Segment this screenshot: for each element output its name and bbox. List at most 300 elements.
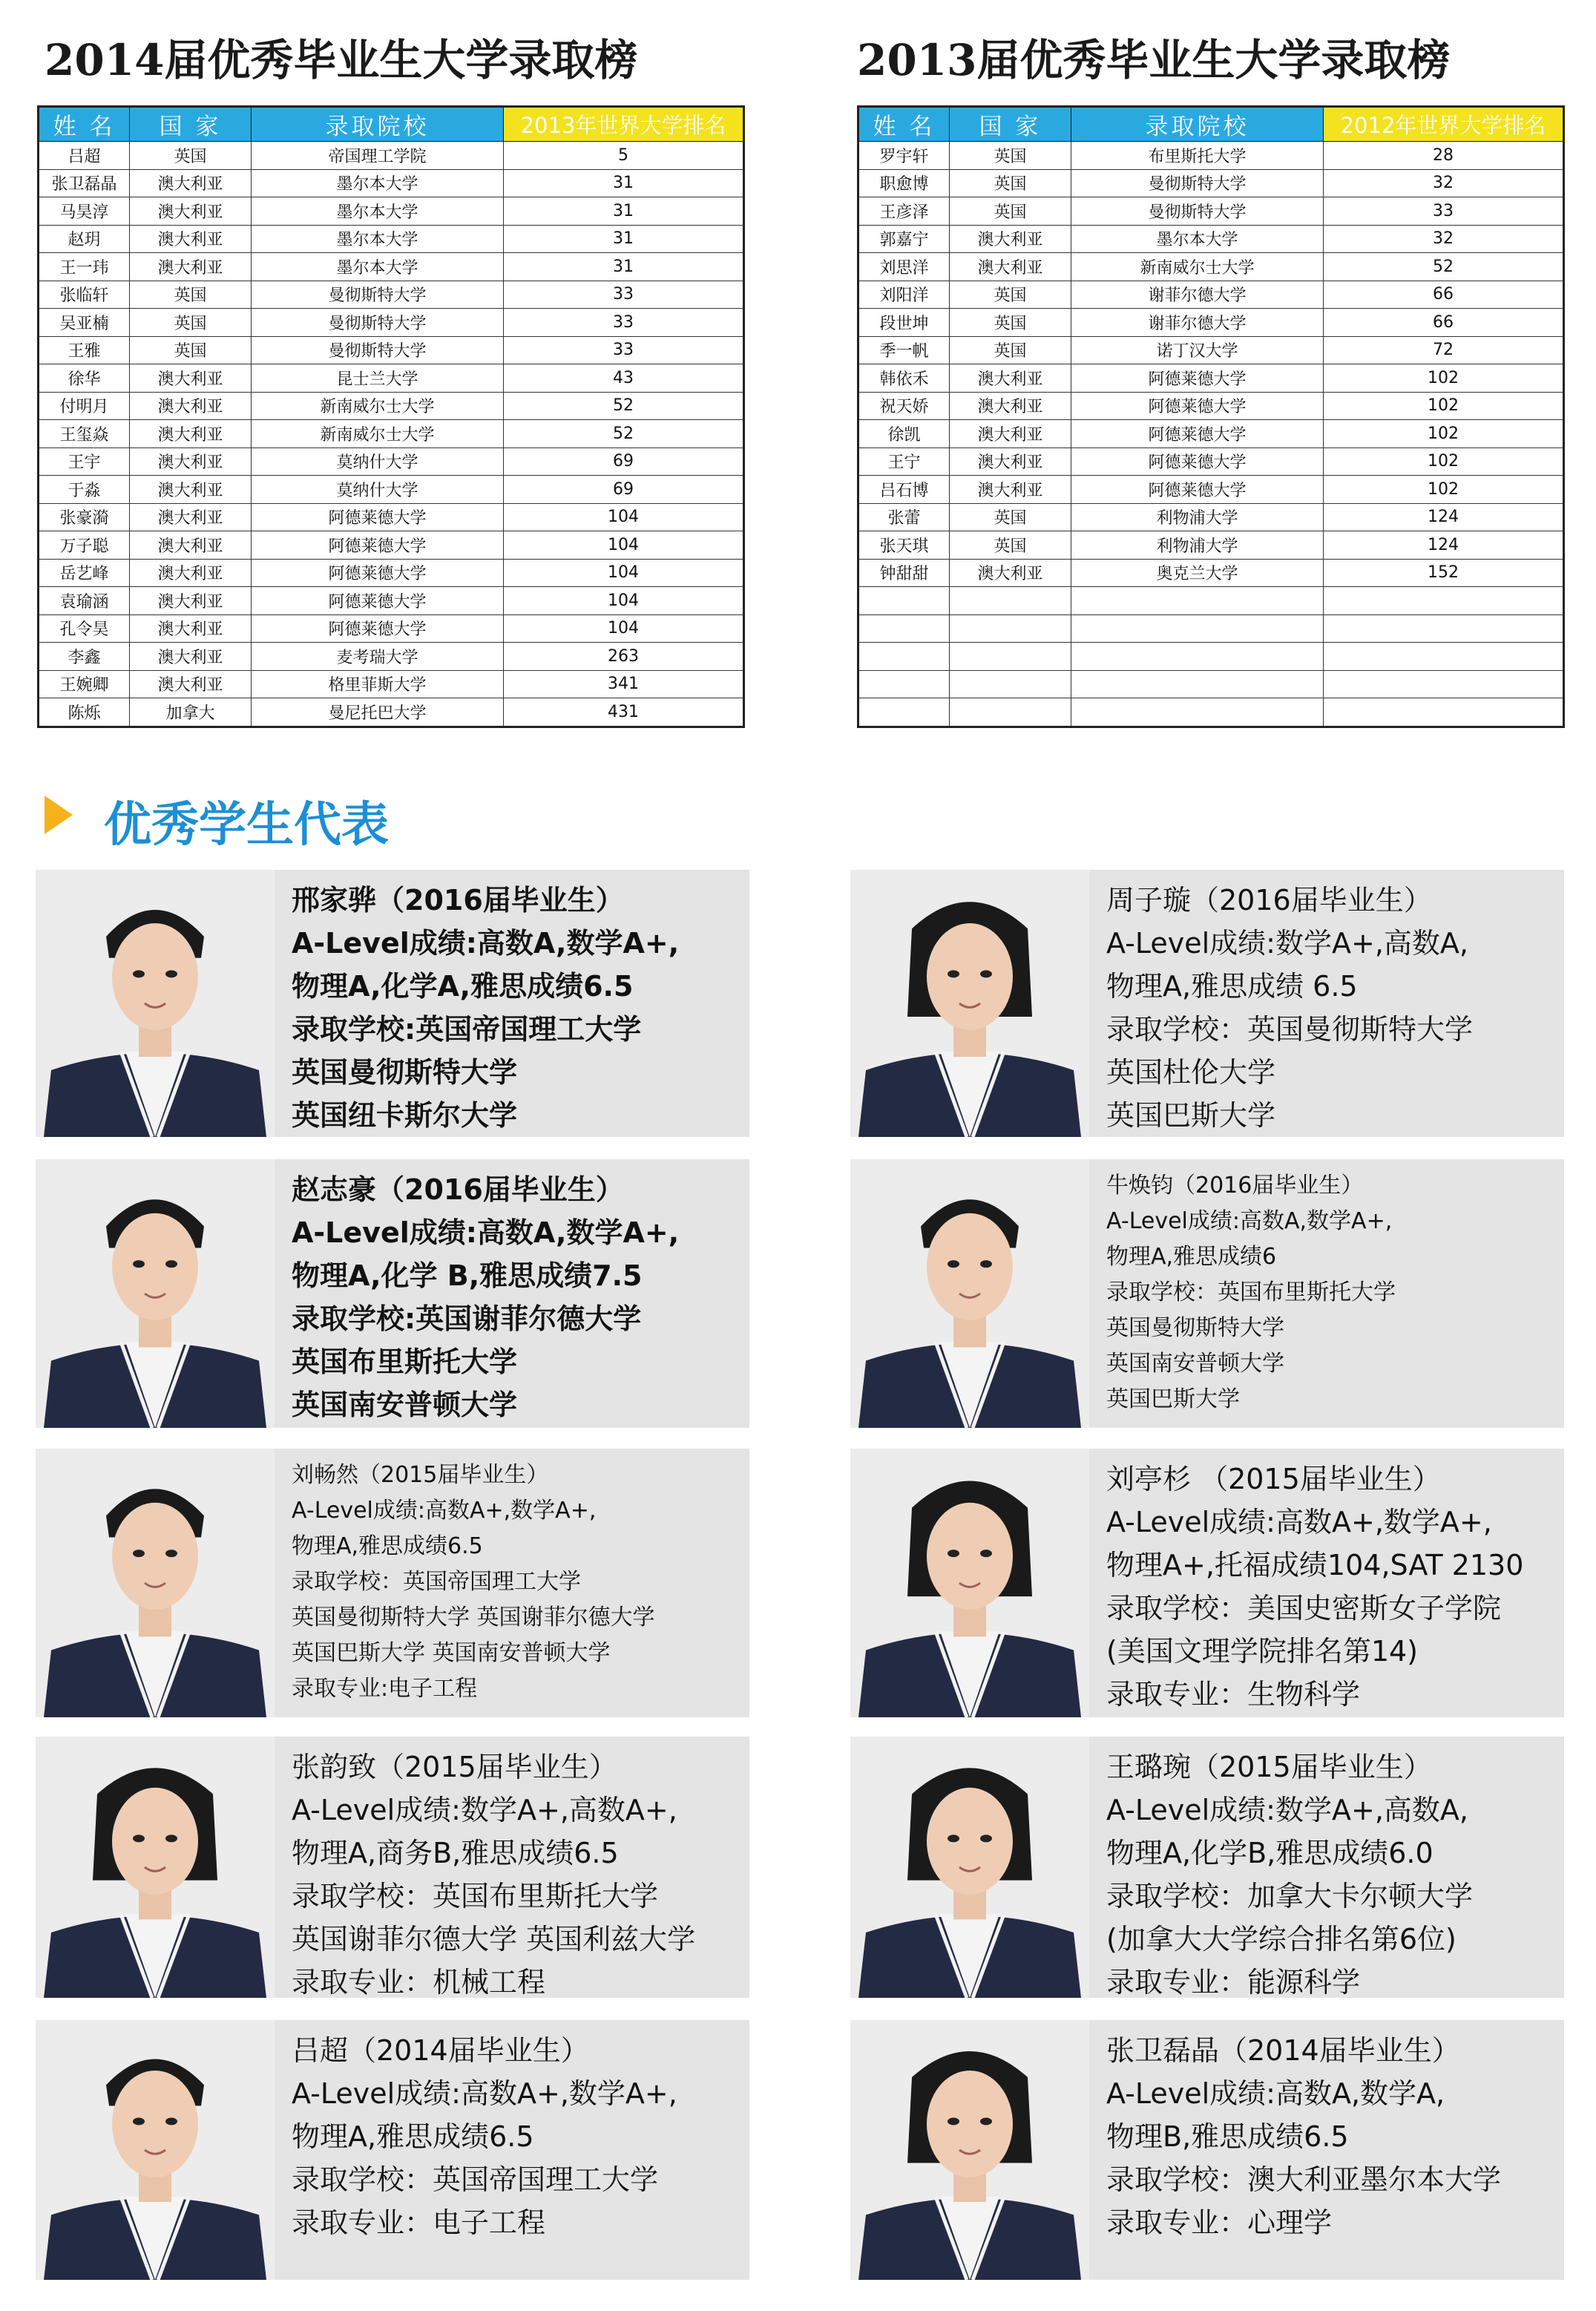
student-info [292, 1458, 743, 1707]
cell-ranking: 104 [504, 503, 744, 531]
cell-name: 张卫磊晶 [39, 169, 130, 197]
table-row [39, 225, 744, 253]
cell-university [1071, 698, 1324, 727]
cell-ranking [1324, 698, 1564, 727]
table-row [858, 559, 1564, 587]
header-country: 国 家 [130, 107, 252, 142]
student-detail-line: A-Level成绩:数学A+,高数A+, [292, 1794, 677, 1826]
student-detail-line: 物理A,雅思成绩6.5 [292, 2120, 534, 2153]
student-detail-line: 录取学校：美国史密斯女子学院 [1106, 1592, 1502, 1625]
right-table-title: 2013届优秀毕业生大学录取榜 [857, 35, 1451, 85]
cell-name: 陈烁 [39, 698, 130, 727]
cell-name: 李鑫 [39, 643, 130, 671]
cell-ranking: 102 [1324, 476, 1564, 504]
cell-ranking: 124 [1324, 503, 1564, 531]
student-detail-line: A-Level成绩:高数A+,数学A+, [292, 1498, 597, 1524]
table-row [858, 476, 1564, 504]
student-info [1106, 1168, 1558, 1417]
cell-country [950, 587, 1071, 615]
cell-ranking: 263 [504, 643, 744, 671]
cell-name: 付明月 [39, 392, 130, 420]
student-detail-line: A-Level成绩:高数A,数学A+, [1106, 1208, 1393, 1234]
cell-name [858, 587, 950, 615]
student-detail-line: 录取学校：澳大利亚墨尔本大学 [1106, 2163, 1502, 2196]
cell-university: 曼尼托巴大学 [252, 698, 504, 727]
cell-name [858, 614, 950, 643]
cell-name: 徐凯 [858, 420, 950, 448]
student-photo [36, 870, 275, 1137]
cell-name: 王彦泽 [858, 197, 950, 226]
cell-name: 王宁 [858, 448, 950, 476]
cell-university: 阿德莱德大学 [252, 587, 504, 615]
cell-name: 职愈博 [858, 169, 950, 197]
student-detail-line: 物理A,雅思成绩6 [1106, 1244, 1277, 1270]
student-card [850, 870, 1564, 1137]
cell-name: 祝天娇 [858, 392, 950, 420]
cell-name: 韩依禾 [858, 364, 950, 393]
cell-university: 阿德莱德大学 [252, 531, 504, 560]
student-detail-line: 英国杜伦大学 [1106, 1056, 1276, 1089]
cell-ranking: 31 [504, 197, 744, 226]
cell-country: 澳大利亚 [130, 364, 252, 393]
table-row [39, 253, 744, 281]
cell-ranking: 104 [504, 587, 744, 615]
header-ranking: 2013年世界大学排名 [504, 107, 744, 142]
cell-university: 新南威尔士大学 [252, 420, 504, 448]
cell-name: 郭嘉宁 [858, 225, 950, 253]
student-detail-line: 物理A,商务B,雅思成绩6.5 [292, 1837, 619, 1869]
student-detail-line: 录取专业：心理学 [1106, 2206, 1333, 2239]
cell-country: 澳大利亚 [130, 253, 252, 281]
student-name: 吕超（2014届毕业生） [292, 2034, 589, 2067]
student-detail-line: 物理A,化学 B,雅思成绩7.5 [292, 1259, 643, 1292]
cell-university [1071, 643, 1324, 671]
student-name: 刘亭杉 （2015届毕业生） [1106, 1463, 1441, 1495]
cell-name: 吕石博 [858, 476, 950, 504]
cell-name: 张蕾 [858, 503, 950, 531]
student-card [850, 1737, 1564, 1998]
student-name: 张卫磊晶（2014届毕业生） [1106, 2034, 1460, 2067]
student-name: 王璐琬（2015届毕业生） [1106, 1751, 1432, 1783]
cell-name: 袁瑜涵 [39, 587, 130, 615]
cell-name: 孔令昊 [39, 614, 130, 643]
student-info [1106, 1458, 1558, 1716]
student-card [850, 2020, 1564, 2280]
cell-ranking: 5 [504, 142, 744, 170]
cell-name: 钟甜甜 [858, 559, 950, 587]
student-photo [850, 1159, 1089, 1428]
cell-country: 澳大利亚 [130, 531, 252, 560]
student-photo [36, 1449, 275, 1717]
cell-country: 英国 [950, 281, 1071, 309]
table-row [858, 364, 1564, 393]
student-card [850, 1449, 1564, 1717]
table-row [858, 336, 1564, 364]
student-detail-line: A-Level成绩:数学A+,高数A, [1106, 1794, 1468, 1826]
table-row [858, 142, 1564, 170]
student-photo [850, 1737, 1089, 1998]
student-name: 赵志豪（2016届毕业生） [292, 1173, 624, 1206]
cell-university: 阿德莱德大学 [252, 503, 504, 531]
student-detail-line: 录取学校：英国帝国理工大学 [292, 2163, 659, 2196]
cell-university: 墨尔本大学 [1071, 225, 1324, 253]
table-row [39, 614, 744, 643]
table-row [39, 531, 744, 560]
cell-university: 墨尔本大学 [252, 253, 504, 281]
student-photo [36, 2020, 275, 2280]
student-photo [850, 1449, 1089, 1717]
cell-name: 岳艺峰 [39, 559, 130, 587]
cell-name: 刘思洋 [858, 253, 950, 281]
cell-country [950, 670, 1071, 698]
cell-name: 吴亚楠 [39, 309, 130, 337]
cell-country: 英国 [950, 336, 1071, 364]
left-ranking-table [37, 105, 745, 728]
table-row [39, 364, 744, 393]
student-detail-line: 物理B,雅思成绩6.5 [1106, 2120, 1349, 2153]
student-card [36, 1737, 749, 1998]
student-photo-icon [850, 1737, 1089, 1998]
cell-ranking: 104 [504, 614, 744, 643]
cell-ranking: 31 [504, 253, 744, 281]
cell-university: 帝国理工学院 [252, 142, 504, 170]
cell-name: 王雅 [39, 336, 130, 364]
cell-country: 澳大利亚 [130, 169, 252, 197]
student-name: 张韵致（2015届毕业生） [292, 1751, 617, 1783]
cell-country [950, 643, 1071, 671]
table-row [39, 420, 744, 448]
header-name: 姓 名 [858, 107, 950, 142]
table-row [39, 169, 744, 197]
table-row [858, 670, 1564, 698]
cell-ranking: 33 [504, 309, 744, 337]
cell-country: 澳大利亚 [950, 420, 1071, 448]
cell-ranking: 43 [504, 364, 744, 393]
cell-name: 张天琪 [858, 531, 950, 560]
student-info [292, 879, 743, 1137]
table-row [39, 197, 744, 226]
cell-ranking: 152 [1324, 559, 1564, 587]
cell-ranking: 33 [1324, 197, 1564, 226]
cell-country: 英国 [130, 309, 252, 337]
student-detail-line: 录取专业：机械工程 [292, 1966, 546, 1999]
student-detail-line: A-Level成绩:高数A+,数学A+, [292, 2077, 677, 2110]
cell-country: 英国 [950, 197, 1071, 226]
student-photo [36, 1159, 275, 1428]
table-row [39, 670, 744, 698]
cell-ranking [1324, 587, 1564, 615]
student-detail-line: 录取专业:电子工程 [292, 1676, 478, 1702]
cell-ranking: 66 [1324, 281, 1564, 309]
section-title: 优秀学生代表 [104, 797, 389, 853]
student-detail-line: 录取学校：英国布里斯托大学 [1106, 1279, 1396, 1305]
cell-country: 澳大利亚 [130, 420, 252, 448]
student-photo-icon [36, 2020, 275, 2280]
student-name: 刘畅然（2015届毕业生） [292, 1462, 549, 1488]
cell-university: 谢菲尔德大学 [1071, 309, 1324, 337]
cell-country: 澳大利亚 [130, 476, 252, 504]
student-detail-line: 录取学校:英国谢菲尔德大学 [292, 1302, 642, 1335]
cell-country: 澳大利亚 [950, 253, 1071, 281]
cell-name: 王一玮 [39, 253, 130, 281]
cell-name: 段世坤 [858, 309, 950, 337]
student-detail-line: 英国巴斯大学 [1106, 1099, 1276, 1132]
cell-ranking: 33 [504, 281, 744, 309]
cell-ranking: 52 [504, 392, 744, 420]
cell-name [858, 643, 950, 671]
cell-country: 澳大利亚 [130, 503, 252, 531]
cell-ranking: 52 [1324, 253, 1564, 281]
cell-university [1071, 670, 1324, 698]
student-detail-line: 英国巴斯大学 英国南安普顿大学 [292, 1640, 611, 1666]
cell-country: 澳大利亚 [950, 225, 1071, 253]
cell-university: 曼彻斯特大学 [252, 336, 504, 364]
cell-country: 英国 [950, 309, 1071, 337]
cell-country: 澳大利亚 [950, 392, 1071, 420]
cell-university: 格里菲斯大学 [252, 670, 504, 698]
table-row [39, 448, 744, 476]
cell-university: 阿德莱德大学 [1071, 364, 1324, 393]
cell-country: 澳大利亚 [130, 392, 252, 420]
cell-name: 王玺焱 [39, 420, 130, 448]
student-name: 牛焕钧（2016届毕业生） [1106, 1173, 1364, 1199]
student-detail-line: A-Level成绩:高数A+,数学A+, [1106, 1506, 1492, 1538]
table-row [39, 281, 744, 309]
student-photo-icon [36, 1159, 275, 1428]
table-row [39, 503, 744, 531]
table-row [858, 169, 1564, 197]
right-ranking-table [857, 105, 1565, 728]
student-detail-line: 物理A+,托福成绩104,SAT 2130 [1106, 1549, 1524, 1581]
cell-university: 布里斯托大学 [1071, 142, 1324, 170]
header-university: 录取院校 [1071, 107, 1324, 142]
cell-ranking: 72 [1324, 336, 1564, 364]
student-detail-line: 录取专业：生物科学 [1106, 1678, 1361, 1711]
cell-country: 英国 [950, 142, 1071, 170]
cell-ranking: 32 [1324, 225, 1564, 253]
cell-country: 澳大利亚 [130, 614, 252, 643]
cell-country: 澳大利亚 [950, 448, 1071, 476]
cell-name: 王宇 [39, 448, 130, 476]
cell-country: 澳大利亚 [130, 643, 252, 671]
student-info [1106, 879, 1558, 1137]
cell-country: 英国 [950, 531, 1071, 560]
cell-university: 新南威尔士大学 [252, 392, 504, 420]
table-row [858, 225, 1564, 253]
student-detail-line: 录取学校：英国布里斯托大学 [292, 1880, 659, 1912]
cell-name [858, 698, 950, 727]
cell-university: 阿德莱德大学 [1071, 392, 1324, 420]
cell-name: 罗宇轩 [858, 142, 950, 170]
cell-ranking: 69 [504, 448, 744, 476]
cell-country: 英国 [130, 336, 252, 364]
student-detail-line: 英国纽卡斯尔大学 [292, 1099, 518, 1132]
student-detail-line: 录取学校：英国曼彻斯特大学 [1106, 1013, 1474, 1046]
table-row [858, 281, 1564, 309]
cell-ranking [1324, 643, 1564, 671]
header-university: 录取院校 [252, 107, 504, 142]
student-card [850, 1159, 1564, 1428]
student-photo-icon [850, 1159, 1089, 1428]
table-row [858, 253, 1564, 281]
cell-country [950, 698, 1071, 727]
student-detail-line: (加拿大大学综合排名第6位) [1106, 1923, 1457, 1956]
student-photo-icon [850, 2020, 1089, 2280]
student-detail-line: 英国布里斯托大学 [292, 1345, 518, 1378]
student-photo-icon [850, 870, 1089, 1137]
student-detail-line: 物理A,雅思成绩6.5 [292, 1533, 483, 1559]
cell-university: 曼彻斯特大学 [1071, 169, 1324, 197]
student-name: 邢家骅（2016届毕业生） [292, 884, 624, 917]
cell-country: 英国 [130, 281, 252, 309]
student-detail-line: 英国谢菲尔德大学 英国利兹大学 [292, 1923, 696, 1956]
cell-country: 澳大利亚 [130, 448, 252, 476]
student-detail-line: 英国曼彻斯特大学 [1106, 1315, 1284, 1341]
cell-university: 墨尔本大学 [252, 225, 504, 253]
cell-ranking: 104 [504, 559, 744, 587]
student-card [36, 2020, 749, 2280]
student-detail-line: 英国曼彻斯特大学 [292, 1056, 518, 1089]
cell-name: 万子聪 [39, 531, 130, 560]
table-row [39, 643, 744, 671]
cell-name: 王婉卿 [39, 670, 130, 698]
cell-name: 季一帆 [858, 336, 950, 364]
cell-country: 加拿大 [130, 698, 252, 727]
cell-ranking: 102 [1324, 364, 1564, 393]
cell-ranking: 28 [1324, 142, 1564, 170]
student-info [1106, 1745, 1558, 2004]
cell-name: 张临轩 [39, 281, 130, 309]
cell-ranking: 32 [1324, 169, 1564, 197]
table-row [39, 142, 744, 170]
student-detail-line: 录取学校：英国帝国理工大学 [292, 1569, 581, 1595]
table-row [39, 309, 744, 337]
table-row [858, 309, 1564, 337]
student-card [36, 870, 749, 1137]
cell-ranking: 431 [504, 698, 744, 727]
cell-country: 澳大利亚 [950, 559, 1071, 587]
cell-university: 诺丁汉大学 [1071, 336, 1324, 364]
cell-name: 徐华 [39, 364, 130, 393]
cell-country: 英国 [950, 169, 1071, 197]
cell-ranking: 102 [1324, 392, 1564, 420]
cell-ranking: 341 [504, 670, 744, 698]
student-detail-line: 英国巴斯大学 [1106, 1386, 1240, 1412]
table-row [858, 197, 1564, 226]
header-ranking: 2012年世界大学排名 [1324, 107, 1564, 142]
left-table-title: 2014届优秀毕业生大学录取榜 [45, 35, 638, 85]
cell-university: 阿德莱德大学 [252, 559, 504, 587]
student-detail-line: 物理A,化学A,雅思成绩6.5 [292, 970, 634, 1003]
student-detail-line: A-Level成绩:高数A,数学A, [1106, 2077, 1445, 2110]
cell-university: 阿德莱德大学 [252, 614, 504, 643]
cell-university: 谢菲尔德大学 [1071, 281, 1324, 309]
table-row [39, 476, 744, 504]
cell-ranking: 102 [1324, 448, 1564, 476]
student-detail-line: 录取学校：加拿大卡尔顿大学 [1106, 1880, 1474, 1912]
cell-country: 澳大利亚 [950, 364, 1071, 393]
student-photo-icon [850, 1449, 1089, 1717]
cell-university: 奥克兰大学 [1071, 559, 1324, 587]
table-row [858, 643, 1564, 671]
cell-university: 莫纳什大学 [252, 476, 504, 504]
table-row [39, 698, 744, 727]
header-name: 姓 名 [39, 107, 130, 142]
cell-university: 麦考瑞大学 [252, 643, 504, 671]
cell-university: 曼彻斯特大学 [252, 309, 504, 337]
cell-university: 莫纳什大学 [252, 448, 504, 476]
cell-country: 英国 [950, 503, 1071, 531]
table-row [858, 503, 1564, 531]
cell-name: 刘阳洋 [858, 281, 950, 309]
cell-ranking [1324, 614, 1564, 643]
cell-university: 阿德莱德大学 [1071, 476, 1324, 504]
student-card [36, 1159, 749, 1428]
student-detail-line: A-Level成绩:数学A+,高数A, [1106, 927, 1468, 960]
student-detail-line: 英国曼彻斯特大学 英国谢菲尔德大学 [292, 1604, 655, 1630]
cell-country [950, 614, 1071, 643]
cell-country: 澳大利亚 [950, 476, 1071, 504]
cell-ranking: 104 [504, 531, 744, 560]
table-row [858, 531, 1564, 560]
cell-name: 吕超 [39, 142, 130, 170]
cell-ranking: 52 [504, 420, 744, 448]
student-info [292, 1745, 743, 2004]
student-name: 周子璇（2016届毕业生） [1106, 884, 1432, 917]
cell-country: 澳大利亚 [130, 587, 252, 615]
table-row [39, 587, 744, 615]
cell-name: 赵玥 [39, 225, 130, 253]
student-photo-icon [36, 870, 275, 1137]
student-info [292, 1168, 743, 1426]
table-row [858, 448, 1564, 476]
table-row [858, 698, 1564, 727]
cell-country: 澳大利亚 [130, 197, 252, 226]
table-row [39, 336, 744, 364]
table-header-row [858, 107, 1564, 142]
header-country: 国 家 [950, 107, 1071, 142]
student-detail-line: 物理A,雅思成绩 6.5 [1106, 970, 1358, 1003]
cell-university: 墨尔本大学 [252, 197, 504, 226]
student-detail-line: 录取学校:英国帝国理工大学 [292, 1013, 642, 1046]
cell-ranking: 124 [1324, 531, 1564, 560]
student-info [292, 2029, 743, 2244]
cell-university: 曼彻斯特大学 [1071, 197, 1324, 226]
cell-ranking [1324, 670, 1564, 698]
student-photo-icon [36, 1737, 275, 1998]
cell-ranking: 102 [1324, 420, 1564, 448]
cell-university [1071, 587, 1324, 615]
cell-country: 澳大利亚 [130, 559, 252, 587]
cell-university: 昆士兰大学 [252, 364, 504, 393]
cell-university: 阿德莱德大学 [1071, 448, 1324, 476]
cell-country: 澳大利亚 [130, 225, 252, 253]
student-detail-line: 英国南安普顿大学 [1106, 1351, 1284, 1377]
student-photo [36, 1737, 275, 1998]
cell-name: 张豪漪 [39, 503, 130, 531]
cell-university: 阿德莱德大学 [1071, 420, 1324, 448]
table-row [858, 420, 1564, 448]
cell-country: 英国 [130, 142, 252, 170]
cell-university: 墨尔本大学 [252, 169, 504, 197]
student-detail-line: 英国南安普顿大学 [292, 1389, 518, 1421]
cell-university: 利物浦大学 [1071, 503, 1324, 531]
student-detail-line: 录取专业：电子工程 [292, 2206, 546, 2239]
cell-ranking: 66 [1324, 309, 1564, 337]
table-row [858, 392, 1564, 420]
cell-country: 澳大利亚 [130, 670, 252, 698]
student-detail-line: A-Level成绩:高数A,数学A+, [292, 1216, 680, 1249]
